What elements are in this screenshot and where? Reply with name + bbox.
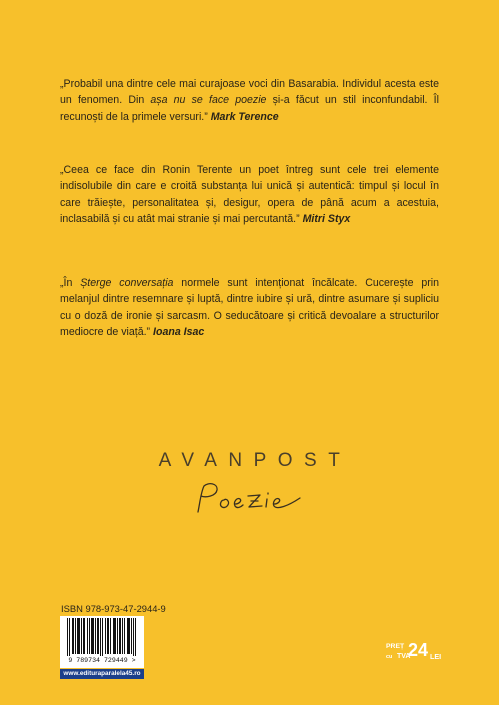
poezie-signature-logo [188, 478, 312, 518]
quote-mark-terence [60, 76, 439, 125]
quote-text: „Probabil una dintre cele mai curajoase voci din Basarabia. Individul acesta este un fenomen. Din [60, 78, 439, 107]
quote-author: Mitri Styx [302, 212, 351, 225]
price-amount: 24 [408, 640, 429, 660]
quote-text: „În [60, 277, 81, 289]
isbn-label: ISBN 978-973-47-2944-9 [61, 603, 166, 614]
price-currency: LEI [430, 652, 442, 661]
barcode-digits: 9 789734 729449 > [60, 656, 144, 665]
series-name: AVANPOST [158, 450, 352, 471]
quote-book-title: Șterge conversația [80, 277, 174, 289]
quote-book-title: așa nu se face poezie [150, 94, 267, 107]
barcode-bars [60, 616, 144, 658]
quote-author: Ioana Isac [153, 325, 205, 338]
quote-text-continued: normele sunt intenționat încălcate. Cucerește prin melanjul dintre resemnare și luptă, dintre iubire și ură, dintre asumare și supliciu cu o doză de ironie și sarcasm. O seducătoare și critică devoalare a structurilor mediocre de viață.” [60, 277, 439, 338]
price-tag [386, 642, 442, 664]
quote-text-continued: și-a făcut un stil inconfundabil. Îl recunoști de la primele versuri.” [60, 94, 439, 123]
publisher-url[interactable]: www.edituraparalela45.ro [60, 669, 144, 679]
price-label: PREȚ [386, 643, 405, 650]
price-with-label: cu [386, 654, 393, 660]
quote-author: Mark Terence [210, 110, 279, 123]
isbn-barcode [60, 616, 144, 668]
price-tax-label: TVA [397, 653, 411, 660]
quote-mitri-styx [60, 162, 439, 227]
quote-text: „Ceea ce face din Ronin Terente un poet întreg sunt cele trei elemente indisolubile din care e croită substanța lui unică și autentică: timpul și locul în care trăiește, personalitatea și, desigur, opera de până acum a acestuia, inclasabilă și cu atât mai stranie și mai percutantă.” [60, 164, 439, 225]
quote-ioana-isac [60, 275, 439, 340]
